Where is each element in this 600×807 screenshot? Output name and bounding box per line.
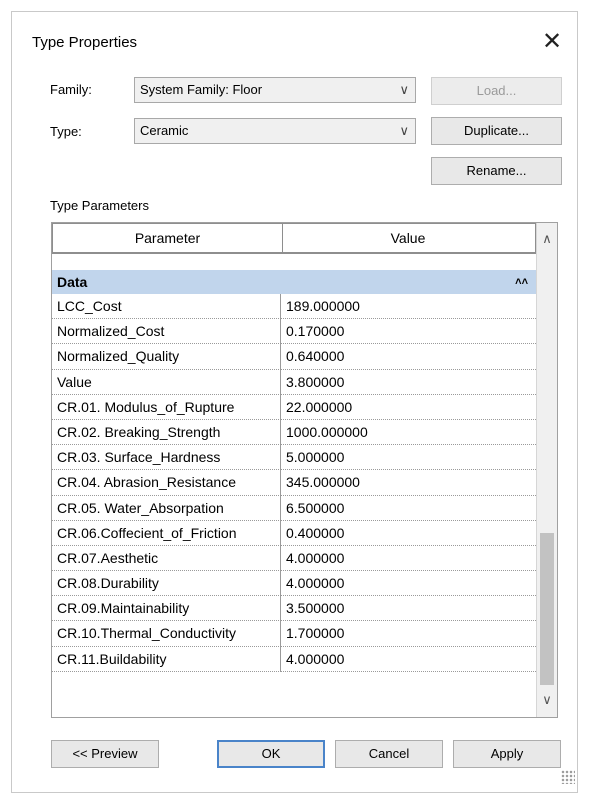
parameter-value-cell[interactable]: 22.000000 xyxy=(281,395,536,420)
parameter-rows xyxy=(52,294,536,672)
table-row[interactable] xyxy=(52,496,536,521)
value-column-header[interactable]: Value xyxy=(281,223,536,253)
preview-button[interactable]: << Preview xyxy=(51,740,159,768)
table-row[interactable] xyxy=(52,571,536,596)
dialog-title: Type Properties xyxy=(32,34,138,51)
table-row[interactable] xyxy=(52,596,536,621)
table-row[interactable] xyxy=(52,546,536,571)
parameter-value-cell[interactable]: 6.500000 xyxy=(281,496,536,521)
parameter-name-cell: CR.03. Surface_Hardness xyxy=(52,445,281,470)
parameter-value-cell[interactable]: 4.000000 xyxy=(281,571,536,596)
type-dropdown[interactable] xyxy=(134,118,416,144)
collapse-chevron-icon[interactable]: ˄˄ xyxy=(515,276,528,288)
parameter-value-cell[interactable]: 0.400000 xyxy=(281,521,536,546)
type-parameters-grid xyxy=(51,222,558,718)
group-header-data[interactable] xyxy=(52,270,536,294)
table-row[interactable] xyxy=(52,445,536,470)
table-row[interactable] xyxy=(52,344,536,369)
parameter-name-cell: Value xyxy=(52,370,281,395)
parameter-name-cell: LCC_Cost xyxy=(52,294,281,319)
table-row[interactable] xyxy=(52,420,536,445)
load-button[interactable]: Load... xyxy=(431,77,562,105)
parameter-name-cell: CR.10.Thermal_Conductivity xyxy=(52,621,281,646)
parameter-name-cell: CR.01. Modulus_of_Rupture xyxy=(52,395,281,420)
table-row[interactable] xyxy=(52,647,536,672)
parameter-name-cell: CR.08.Durability xyxy=(52,571,281,596)
parameter-name-cell: Normalized_Quality xyxy=(52,344,281,369)
parameter-value-cell[interactable]: 0.640000 xyxy=(281,344,536,369)
scrollbar-thumb[interactable] xyxy=(540,533,554,685)
parameter-value-cell[interactable]: 1.700000 xyxy=(281,621,536,646)
chevron-down-icon: ∨ xyxy=(399,82,409,97)
resize-grip-icon[interactable] xyxy=(561,770,575,784)
parameter-name-cell: CR.04. Abrasion_Resistance xyxy=(52,470,281,495)
scroll-up-icon[interactable]: ∧ xyxy=(542,231,552,246)
family-label: Family: xyxy=(50,82,92,97)
family-dropdown[interactable] xyxy=(134,77,416,103)
grid-header xyxy=(52,223,536,254)
parameter-name-cell: Normalized_Cost xyxy=(52,319,281,344)
chevron-down-icon: ∨ xyxy=(399,123,409,138)
table-row[interactable] xyxy=(52,621,536,646)
type-properties-dialog xyxy=(11,11,578,793)
group-name: Data xyxy=(57,274,88,290)
table-row[interactable] xyxy=(52,521,536,546)
parameter-value-cell[interactable]: 189.000000 xyxy=(281,294,536,319)
table-row[interactable] xyxy=(52,370,536,395)
duplicate-button[interactable]: Duplicate... xyxy=(431,117,562,145)
parameter-name-cell: CR.05. Water_Absorpation xyxy=(52,496,281,521)
parameter-value-cell[interactable]: 0.170000 xyxy=(281,319,536,344)
type-label: Type: xyxy=(50,124,82,139)
parameter-name-cell: CR.06.Coffecient_of_Friction xyxy=(52,521,281,546)
vertical-scrollbar[interactable] xyxy=(536,223,557,717)
table-row[interactable] xyxy=(52,319,536,344)
family-value: System Family: Floor xyxy=(140,82,263,97)
parameter-value-cell[interactable]: 5.000000 xyxy=(281,445,536,470)
ok-button[interactable]: OK xyxy=(217,740,325,768)
parameter-name-cell: CR.02. Breaking_Strength xyxy=(52,420,281,445)
parameter-value-cell[interactable]: 3.800000 xyxy=(281,370,536,395)
scroll-down-icon[interactable]: ∨ xyxy=(542,692,552,707)
parameter-name-cell: CR.11.Buildability xyxy=(52,647,281,672)
rename-button[interactable]: Rename... xyxy=(431,157,562,185)
parameter-name-cell: CR.09.Maintainability xyxy=(52,596,281,621)
cancel-button[interactable]: Cancel xyxy=(335,740,443,768)
parameter-value-cell[interactable]: 4.000000 xyxy=(281,546,536,571)
table-row[interactable] xyxy=(52,294,536,319)
close-icon[interactable]: ✕ xyxy=(541,28,563,55)
parameter-column-header[interactable]: Parameter xyxy=(52,223,283,253)
parameter-value-cell[interactable]: 3.500000 xyxy=(281,596,536,621)
parameter-value-cell[interactable]: 4.000000 xyxy=(281,647,536,672)
parameter-value-cell[interactable]: 345.000000 xyxy=(281,470,536,495)
table-row[interactable] xyxy=(52,470,536,495)
parameter-value-cell[interactable]: 1000.000000 xyxy=(281,420,536,445)
parameter-name-cell: CR.07.Aesthetic xyxy=(52,546,281,571)
apply-button[interactable]: Apply xyxy=(453,740,561,768)
type-value: Ceramic xyxy=(140,123,189,138)
type-parameters-label: Type Parameters xyxy=(50,198,149,213)
table-row[interactable] xyxy=(52,395,536,420)
